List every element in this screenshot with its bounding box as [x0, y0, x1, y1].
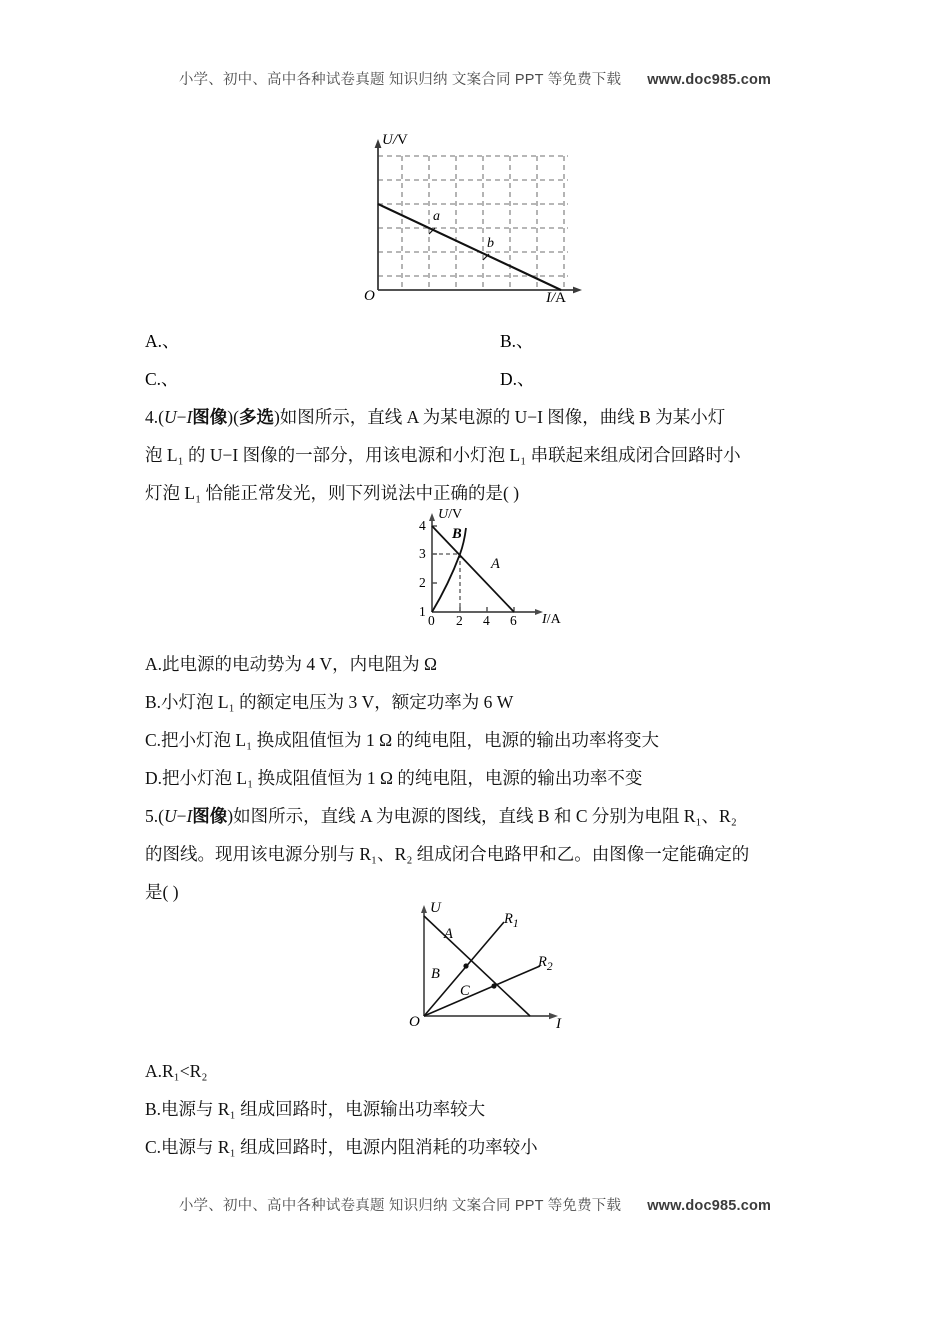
origin-label: O [409, 1014, 420, 1030]
question5-option-b[interactable]: B.电源与 R₁ 组成回路时，电源输出功率较大 [145, 1099, 486, 1119]
question4-stem [145, 398, 817, 512]
question5-option-c[interactable]: C.电源与 R₁ 组成回路时，电源内阻消耗的功率较小 [145, 1137, 538, 1157]
question4-line-3: 灯泡 L₁ 恰能正常发光，则下列说法中正确的是( ) [145, 483, 520, 503]
intersection-marker-1 [463, 963, 468, 968]
question4-text-1: 如图所示，直线 A 为某电源的 U−I 图像，曲线 B 为某小灯 [279, 407, 726, 427]
q4-tag-i: I [186, 407, 193, 427]
x-axis-label: I/A [542, 612, 561, 627]
q4-tag-label: 图像 [192, 407, 228, 427]
y-axis-label: U/V [438, 507, 463, 522]
footer-watermark-site: www.doc985.com [647, 1198, 772, 1214]
grid-lines [378, 156, 568, 288]
q5-tag-close: ) [227, 806, 234, 826]
question3-option-c[interactable]: C.、 [145, 369, 179, 389]
series-label-R1: $R_1$ [504, 911, 519, 930]
q4-multi-label: 多选 [238, 407, 274, 427]
question5-text-1: 如图所示，直线 A 为电源的图线，直线 B 和 C 分别为电阻 R₁、R₂ [233, 806, 737, 826]
question5-option-a[interactable]: A.R₁<R₂ [145, 1061, 208, 1081]
point-label-a: a [433, 209, 440, 224]
point-label-b: b [487, 236, 494, 251]
figure-q3 [364, 132, 595, 316]
series-source-line [378, 204, 561, 290]
q5-tag-u: U [163, 806, 177, 826]
x-tick-label-0: 0 [428, 613, 435, 628]
header-watermark [0, 68, 950, 89]
footer-watermark-text: 小学、初中、高中各种试卷真题 知识归纳 文案合同 PPT 等免费下载 [178, 1198, 622, 1214]
header-watermark-site: www.doc985.com [647, 72, 772, 88]
q4-tag-open: ( [158, 407, 164, 427]
q4-tag-close: ) [227, 407, 234, 427]
question5-options [145, 1052, 817, 1166]
series-label-R2: $R_2$ [538, 954, 553, 973]
q5-tag-dash: − [176, 806, 187, 826]
q4-tag-dash: − [176, 407, 187, 427]
origin-label: O [364, 288, 375, 304]
q5-tag-open: ( [158, 806, 164, 826]
y-tick-label-3: 3 [419, 546, 426, 561]
question4-line-2: 泡 L₁ 的 U−I 图像的一部分，用该电源和小灯泡 L₁ 串联起来组成闭合回路时小 [145, 445, 741, 465]
question3-option-row-1 [145, 322, 817, 360]
question3-options [145, 322, 817, 398]
y-tick-label-4: 4 [419, 518, 426, 533]
figure-q3-svg [365, 136, 595, 316]
q5-tag-i: I [186, 806, 193, 826]
question5-stem [145, 797, 817, 911]
q5-tag-label: 图像 [192, 806, 228, 826]
x-axis-arrow [573, 287, 582, 294]
question3-option-d[interactable]: D.、 [500, 369, 535, 389]
series-A [432, 526, 514, 612]
q4-tag-u: U [163, 407, 177, 427]
y-axis-label: U [430, 900, 441, 916]
y-axis-arrow [429, 513, 435, 521]
y-axis-arrow [421, 905, 427, 913]
question3-option-row-2 [145, 360, 817, 398]
q4-multi-close: ) [273, 407, 280, 427]
y-tick-label-2: 2 [419, 575, 426, 590]
figure-q4 [408, 508, 573, 633]
x-axis-label: I/A [546, 290, 567, 306]
series-label-A: A [491, 556, 500, 572]
x-tick-label-2: 2 [456, 613, 463, 628]
question4-number: 4. [145, 407, 159, 427]
question3-option-b[interactable]: B.、 [500, 331, 534, 351]
question4-line-1 [145, 398, 817, 436]
question4-option-a[interactable]: A.此电源的电动势为 4 V，内电阻为 Ω [145, 654, 438, 674]
y-axis-label: U/V [382, 132, 408, 148]
question5-number: 5. [145, 806, 159, 826]
y-tick-label-1: 1 [419, 604, 426, 619]
x-axis-label: I [556, 1016, 561, 1032]
y-axis-arrow [375, 139, 382, 148]
figure-q5 [408, 898, 583, 1038]
question5-line-2: 的图线。现用该电源分别与 R₁、R₂ 组成闭合电路甲和乙。由图像一定能确定的 [145, 844, 750, 864]
series-label-C: C [460, 983, 470, 999]
series-label-B: B [452, 526, 462, 542]
series-label-A: A [444, 926, 453, 942]
question5-line-3: 是( ) [145, 882, 179, 902]
question4-option-d[interactable]: D.把小灯泡 L₁ 换成阻值恒为 1 Ω 的纯电阻，电源的输出功率不变 [145, 768, 643, 788]
header-watermark-text: 小学、初中、高中各种试卷真题 知识归纳 文案合同 PPT 等免费下载 [178, 72, 622, 88]
question5-line-1 [145, 797, 817, 835]
series-label-B: B [431, 966, 440, 982]
footer-watermark [0, 1194, 950, 1215]
x-tick-label-6: 6 [510, 613, 517, 628]
question3-option-a[interactable]: A.、 [145, 331, 180, 351]
question4-option-c[interactable]: C.把小灯泡 L₁ 换成阻值恒为 1 Ω 的纯电阻，电源的输出功率将变大 [145, 730, 659, 750]
intersection-marker-2 [491, 983, 496, 988]
question4-option-b[interactable]: B.小灯泡 L₁ 的额定电压为 3 V，额定功率为 6 W [145, 692, 514, 712]
question4-options [145, 645, 817, 797]
q4-multi-open: ( [233, 407, 239, 427]
x-tick-label-4: 4 [483, 613, 490, 628]
